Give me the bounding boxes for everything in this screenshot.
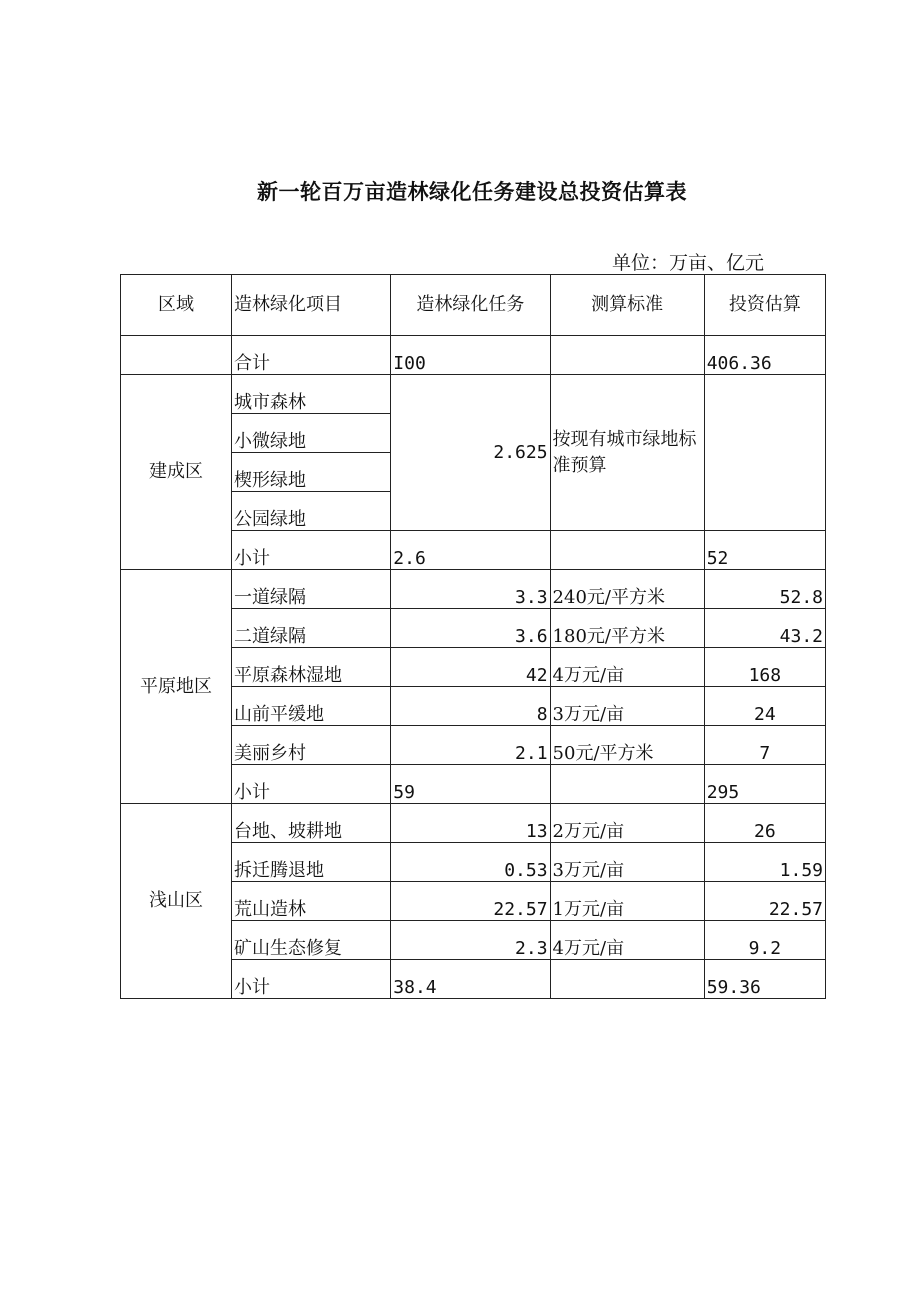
- built-area-task: 2.625: [391, 375, 550, 531]
- item-cell: 楔形绿地: [231, 453, 390, 492]
- investment-cell: 1.59: [704, 843, 825, 882]
- subtotal-task: 38.4: [391, 960, 550, 999]
- item-cell: 小微绿地: [231, 414, 390, 453]
- total-standard-cell: [550, 336, 704, 375]
- standard-cell: 240元/平方米: [550, 570, 704, 609]
- subtotal-investment: 52: [704, 531, 825, 570]
- item-cell: 二道绿隔: [231, 609, 390, 648]
- item-cell: 城市森林: [231, 375, 390, 414]
- standard-cell: 2万元/亩: [550, 804, 704, 843]
- task-cell: 3.6: [391, 609, 550, 648]
- subtotal-standard-cell: [550, 531, 704, 570]
- task-cell: 42: [391, 648, 550, 687]
- total-label: 合计: [231, 336, 390, 375]
- standard-cell: 50元/平方米: [550, 726, 704, 765]
- header-task: 造林绿化任务: [391, 275, 550, 336]
- investment-cell: 168: [704, 648, 825, 687]
- standard-cell: 4万元/亩: [550, 648, 704, 687]
- subtotal-standard-cell: [550, 960, 704, 999]
- region-built-area: 建成区: [121, 375, 232, 570]
- subtotal-label: 小计: [231, 765, 390, 804]
- total-region-cell: [121, 336, 232, 375]
- investment-cell: 22.57: [704, 882, 825, 921]
- built-area-investment-cell: [704, 375, 825, 531]
- item-cell: 荒山造林: [231, 882, 390, 921]
- subtotal-task: 59: [391, 765, 550, 804]
- investment-cell: 9.2: [704, 921, 825, 960]
- standard-cell: 180元/平方米: [550, 609, 704, 648]
- header-investment: 投资估算: [704, 275, 825, 336]
- standard-cell: 1万元/亩: [550, 882, 704, 921]
- task-cell: 0.53: [391, 843, 550, 882]
- total-row: [121, 336, 826, 375]
- subtotal-task: 2.6: [391, 531, 550, 570]
- standard-cell: 3万元/亩: [550, 843, 704, 882]
- task-cell: 2.1: [391, 726, 550, 765]
- header-item: 造林绿化项目: [231, 275, 390, 336]
- header-row: [121, 275, 826, 336]
- total-investment: 406.36: [704, 336, 825, 375]
- subtotal-investment: 295: [704, 765, 825, 804]
- header-standard: 测算标准: [550, 275, 704, 336]
- item-cell: 美丽乡村: [231, 726, 390, 765]
- header-region: 区域: [121, 275, 232, 336]
- page-title: 新一轮百万亩造林绿化任务建设总投资估算表: [257, 180, 687, 204]
- subtotal-label: 小计: [231, 960, 390, 999]
- item-cell: 台地、坡耕地: [231, 804, 390, 843]
- investment-table: [120, 274, 826, 999]
- item-cell: 矿山生态修复: [231, 921, 390, 960]
- total-task: I00: [391, 336, 550, 375]
- item-cell: 公园绿地: [231, 492, 390, 531]
- standard-cell: 3万元/亩: [550, 687, 704, 726]
- built-area-standard: 按现有城市绿地标准预算: [550, 375, 704, 531]
- subtotal-investment: 59.36: [704, 960, 825, 999]
- investment-cell: 52.8: [704, 570, 825, 609]
- region-plain-area: 平原地区: [121, 570, 232, 804]
- subtotal-standard-cell: [550, 765, 704, 804]
- item-cell: 一道绿隔: [231, 570, 390, 609]
- investment-cell: 43.2: [704, 609, 825, 648]
- table-row: [121, 375, 826, 414]
- investment-cell: 24: [704, 687, 825, 726]
- investment-cell: 26: [704, 804, 825, 843]
- item-cell: 拆迁腾退地: [231, 843, 390, 882]
- task-cell: 22.57: [391, 882, 550, 921]
- task-cell: 13: [391, 804, 550, 843]
- item-cell: 平原森林湿地: [231, 648, 390, 687]
- item-cell: 山前平缓地: [231, 687, 390, 726]
- standard-cell: 4万元/亩: [550, 921, 704, 960]
- table-row: [121, 570, 826, 609]
- task-cell: 8: [391, 687, 550, 726]
- investment-cell: 7: [704, 726, 825, 765]
- task-cell: 3.3: [391, 570, 550, 609]
- table-row: [121, 804, 826, 843]
- task-cell: 2.3: [391, 921, 550, 960]
- region-shallow-mountain: 浅山区: [121, 804, 232, 999]
- unit-note: 单位：万亩、亿元: [612, 252, 765, 274]
- subtotal-label: 小计: [231, 531, 390, 570]
